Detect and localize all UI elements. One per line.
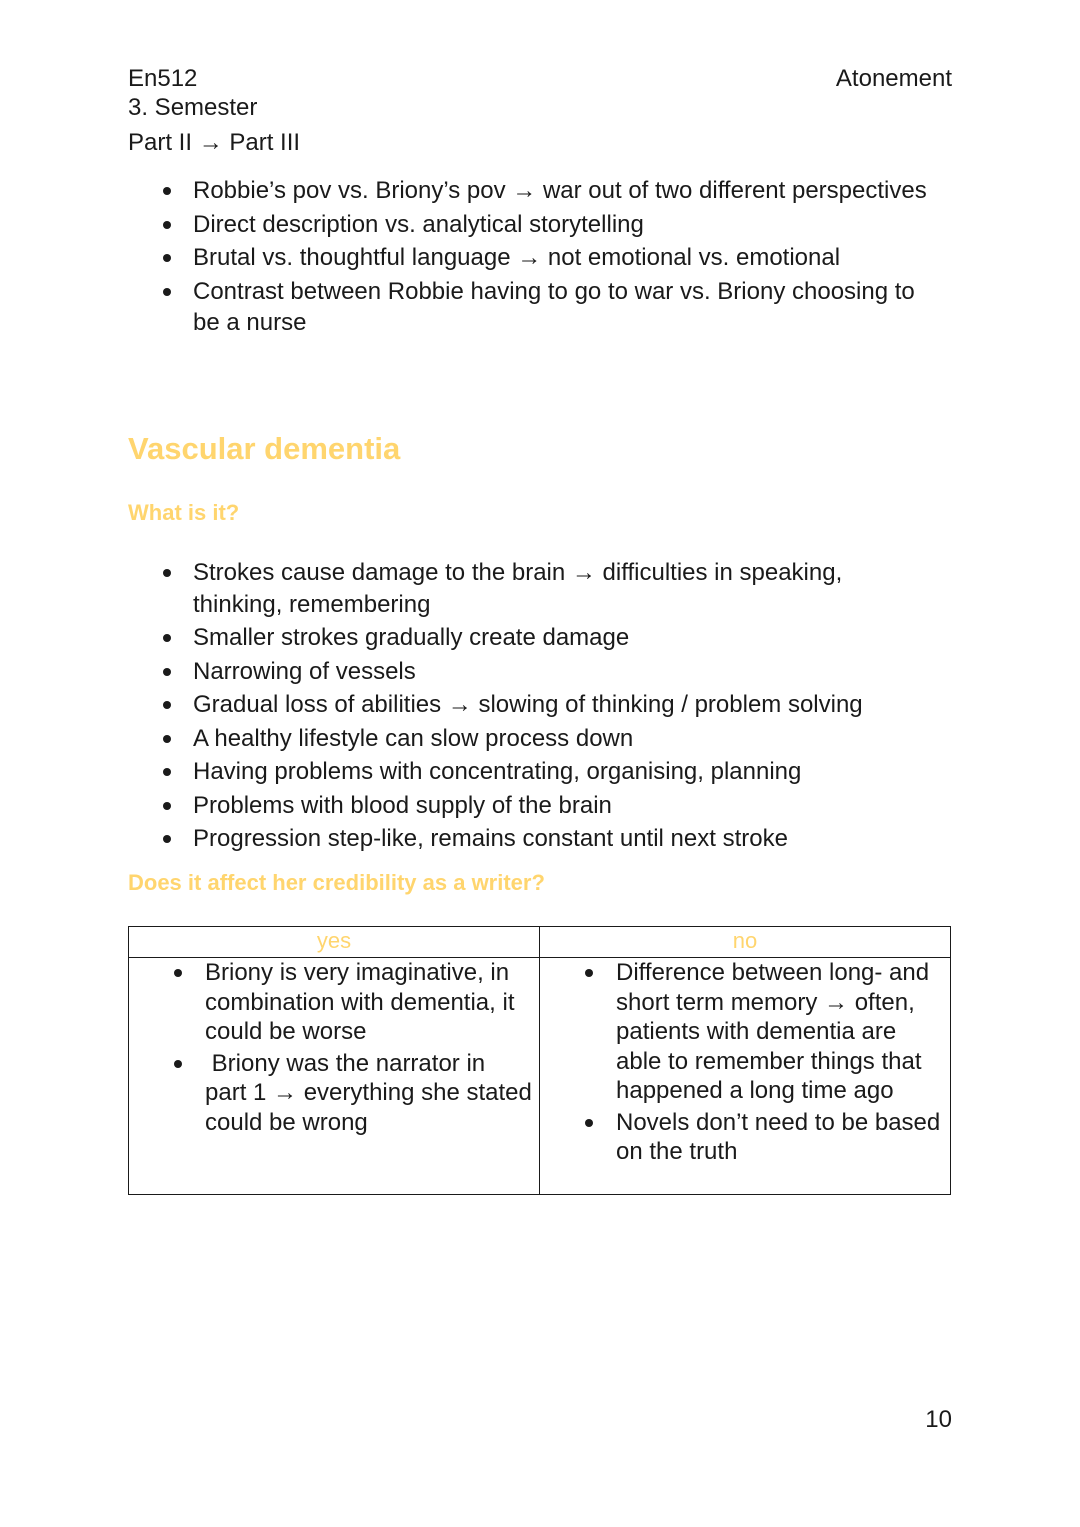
subheading: What is it? [128, 500, 240, 525]
list-item: Robbie’s pov vs. Briony’s pov → war out of two different perspectives [128, 175, 948, 207]
dementia-bullet-list [128, 557, 928, 857]
yes-list [129, 958, 539, 1137]
list-item: Gradual loss of abilities → slowing of thinking / problem solving [128, 689, 928, 721]
list-item: Strokes cause damage to the brain → difficulties in speaking, thinking, remembering [128, 557, 928, 620]
list-item: Smaller strokes gradually create damage [128, 622, 928, 654]
list-item: Briony was the narrator in part 1 → everything she stated could be wrong [129, 1049, 539, 1138]
no-column-header: no [540, 927, 951, 958]
yes-cell [129, 958, 540, 1195]
list-item: Brutal vs. thoughtful language → not emotional vs. emotional [128, 242, 948, 274]
course-code: En512 [128, 65, 198, 92]
intro-bullet-list [128, 175, 948, 341]
list-item: Briony is very imaginative, in combination with dementia, it could be worse [129, 958, 539, 1047]
table-header-row [129, 927, 951, 958]
list-item: Having problems with concentrating, organising, planning [128, 756, 928, 788]
question-heading: Does it affect her credibility as a writer? [128, 870, 545, 895]
list-item: Direct description vs. analytical storytelling [128, 209, 948, 241]
list-item: Novels don’t need to be based on the truth [540, 1108, 950, 1167]
document-title: Atonement [835, 65, 952, 92]
section-label: Part II → Part III [128, 129, 301, 156]
credibility-table [128, 926, 951, 1195]
no-cell [540, 958, 951, 1195]
no-list [540, 958, 950, 1167]
list-item: A healthy lifestyle can slow process down [128, 723, 928, 755]
list-item: Problems with blood supply of the brain [128, 790, 928, 822]
semester: 3. Semester [128, 94, 258, 121]
list-item: Difference between long- and short term memory → often, patients with dementia are able to remember things that happened a long time ago [540, 958, 950, 1106]
page-number: 10 [925, 1406, 952, 1433]
table-row [129, 958, 951, 1195]
list-item: Narrowing of vessels [128, 656, 928, 688]
list-item: Progression step-like, remains constant until next stroke [128, 823, 928, 855]
list-item: Contrast between Robbie having to go to war vs. Briony choosing to be a nurse [128, 276, 948, 339]
yes-column-header: yes [129, 927, 540, 958]
section-heading: Vascular dementia [128, 431, 401, 466]
